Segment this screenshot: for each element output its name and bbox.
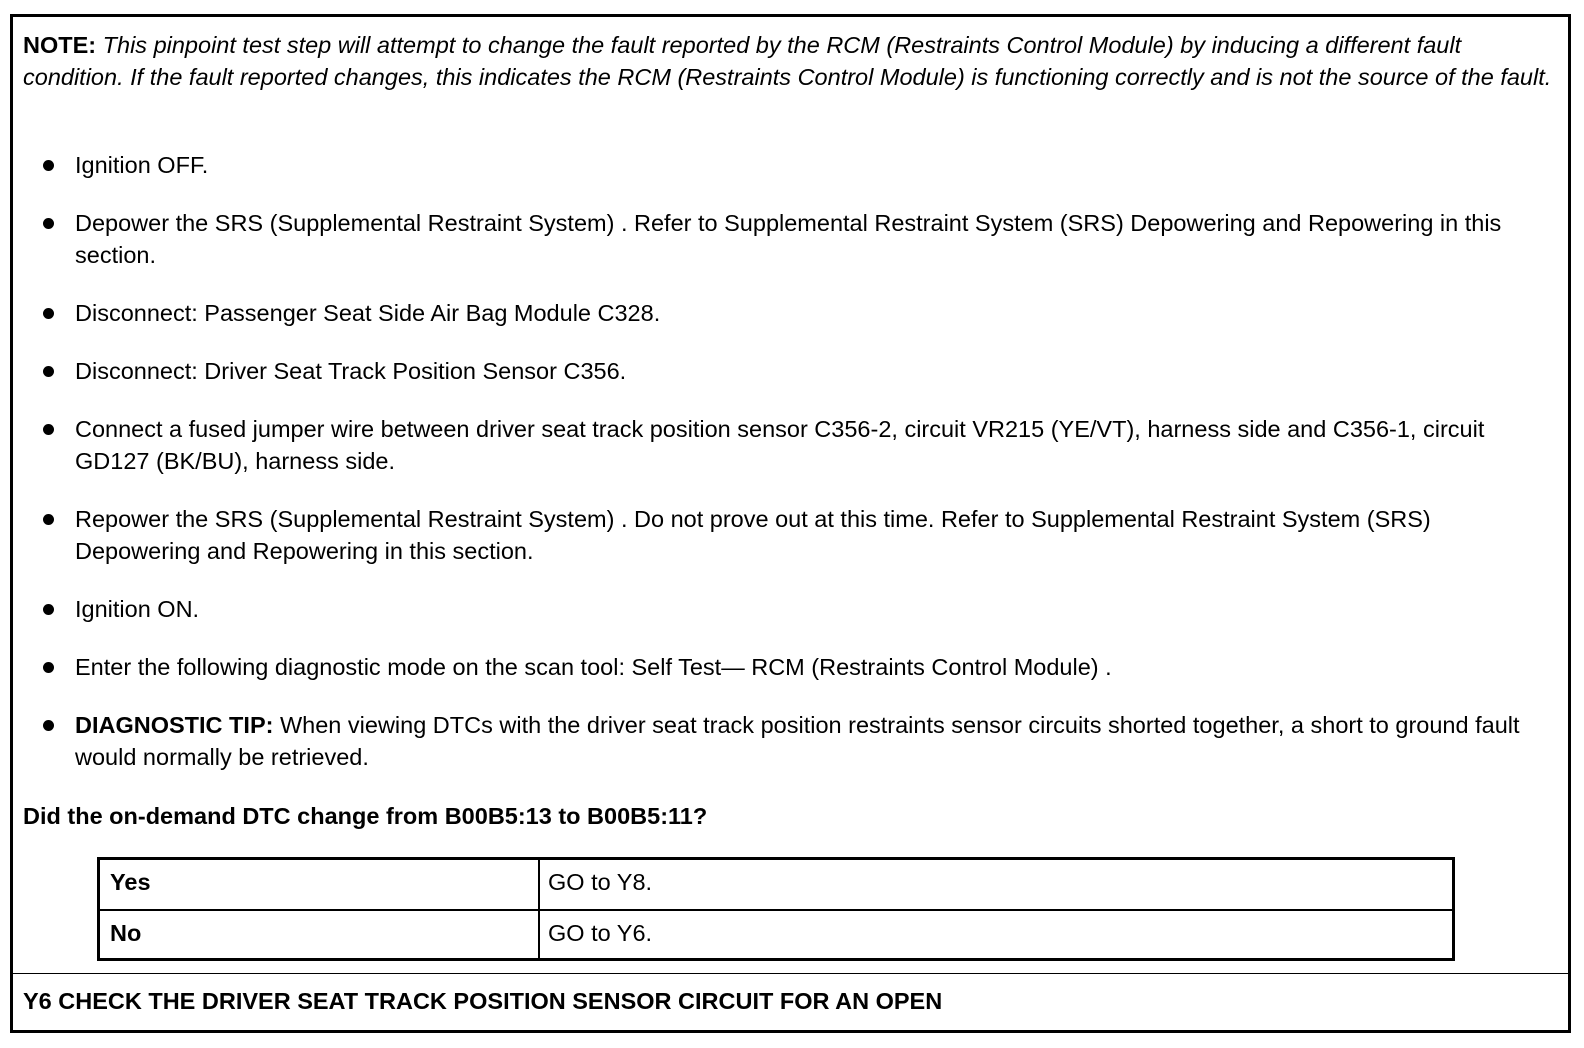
answer-label: No [110, 920, 142, 946]
bullet-icon [43, 720, 54, 731]
answer-action-link[interactable]: GO to Y6. [548, 920, 653, 946]
step-text: Disconnect: Passenger Seat Side Air Bag Module C328. [75, 300, 661, 326]
step-text: Depower the SRS (Supplemental Restraint System) . Refer to Supplemental Restraint System (SRS) Depowering and Repowering in this section. [75, 210, 1502, 268]
table-row [100, 860, 1452, 911]
diagnostic-tip-text: When viewing DTCs with the driver seat track position restraints sensor circuits shorted together, a short to ground fault would normally be retrieved. [75, 712, 1520, 770]
bullet-icon [43, 424, 54, 435]
bullet-icon [43, 662, 54, 673]
bullet-icon [43, 218, 54, 229]
section-divider [13, 973, 1568, 974]
step-text: Ignition OFF. [75, 152, 209, 178]
step-text: Connect a fused jumper wire between driver seat track position sensor C356-2, circuit VR215 (YE/VT), harness side and C356-1, circuit GD127 (BK/BU), harness side. [75, 416, 1485, 474]
answer-label: Yes [110, 869, 151, 895]
note-text: This pinpoint test step will attempt to change the fault reported by the RCM (Restraints Control Module) by inducing a different fault condition. If the fault reported changes, this indicates the RCM (Restraints Control Module) is functioning correctly and is not the source of the fault. [23, 32, 1552, 90]
diagnostic-tip-label: DIAGNOSTIC TIP: [75, 712, 274, 738]
question-text: Did the on-demand DTC change from B00B5:13 to B00B5:11? [23, 803, 708, 829]
step-text: Repower the SRS (Supplemental Restraint System) . Do not prove out at this time. Refer to Supplemental Restraint System (SRS) Depowering and Repowering in this section. [75, 506, 1431, 564]
bullet-icon [43, 514, 54, 525]
step-text [75, 709, 1545, 773]
bullet-icon [43, 308, 54, 319]
note-label: NOTE: [23, 32, 97, 58]
note-block [23, 29, 1553, 93]
answer-table [97, 857, 1455, 961]
answer-action-link[interactable]: GO to Y8. [548, 869, 653, 895]
step-text: Enter the following diagnostic mode on the scan tool: Self Test— RCM (Restraints Control Module) . [75, 654, 1112, 680]
step-text: Ignition ON. [75, 596, 200, 622]
next-step-heading[interactable]: Y6 CHECK THE DRIVER SEAT TRACK POSITION SENSOR CIRCUIT FOR AN OPEN [23, 988, 943, 1014]
column-divider [538, 860, 540, 958]
table-row [100, 911, 1452, 960]
bullet-icon [43, 604, 54, 615]
step-text: Disconnect: Driver Seat Track Position Sensor C356. [75, 358, 627, 384]
bullet-icon [43, 366, 54, 377]
bullet-icon [43, 160, 54, 171]
procedure-frame [10, 14, 1571, 1033]
